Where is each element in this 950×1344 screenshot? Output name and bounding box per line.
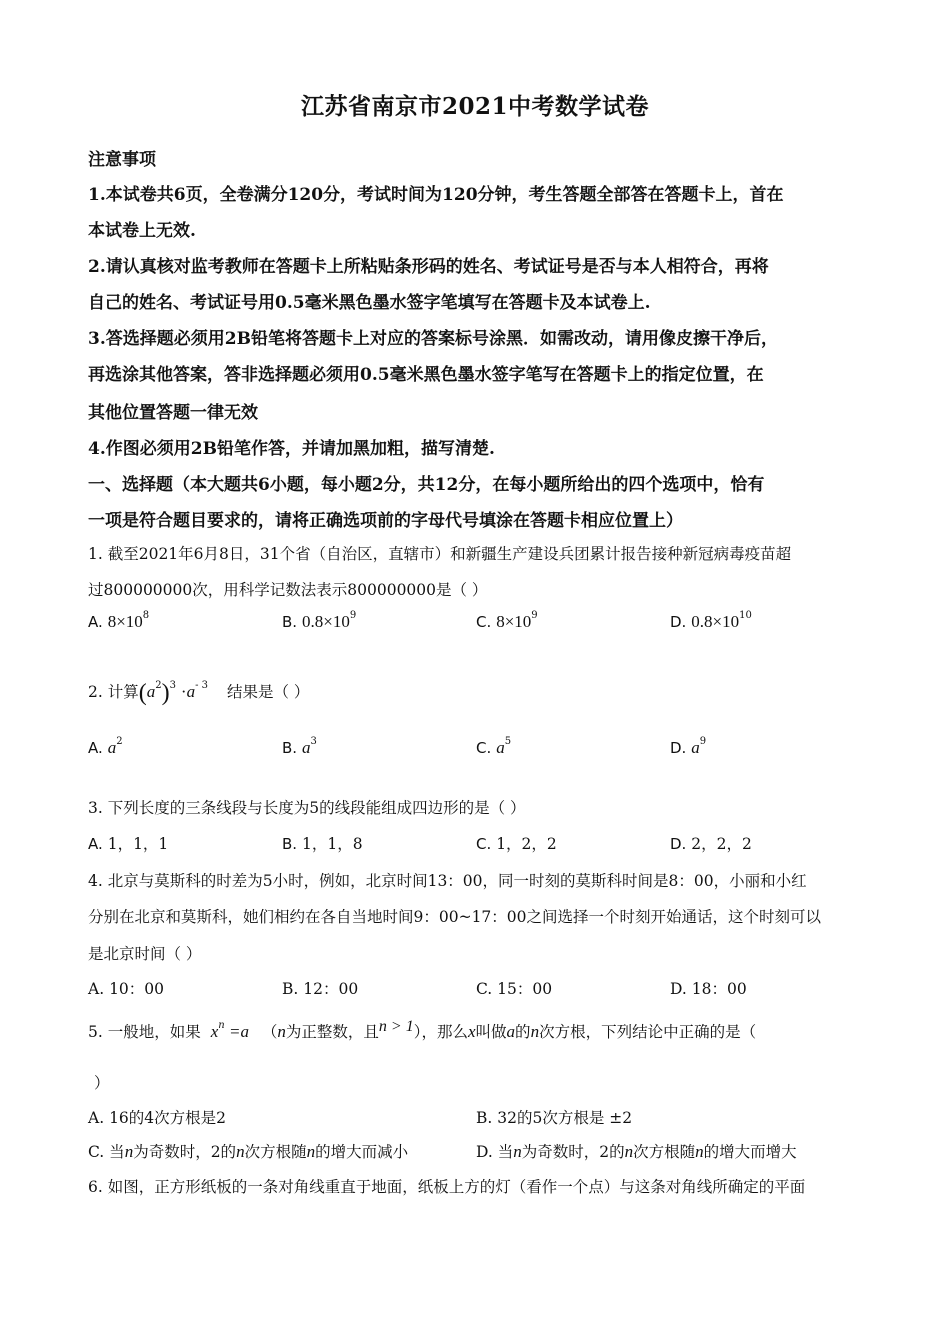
notice-line: 再选涂其他答案，答非选择题必须用0.5毫米黑色墨水签字笔写在答题卡上的指定位置，在 bbox=[88, 365, 764, 385]
question-1-stem: 1. 截至2021年6月8日，31个省（自治区，直辖市）和新疆生产建设兵团累计报告接种新冠病毒疫苗超 bbox=[88, 545, 792, 563]
question-4-stem: 是北京时间（ ） bbox=[88, 945, 202, 963]
q2-option-c: C. $a^5$ bbox=[476, 736, 512, 757]
q3-option-c: C. 1，2，2 bbox=[476, 835, 557, 853]
notice-line: 2.请认真核对监考教师在答题卡上所粘贴条形码的姓名、考试证号是否与本人相符合，再将 bbox=[88, 257, 769, 277]
q4-option-a: A. 10：00 bbox=[88, 980, 165, 998]
page-title: 江苏省南京市2021中考数学试卷 bbox=[300, 93, 649, 120]
question-4-stem: 分别在北京和莫斯科，她们相约在各自当地时间9：00~17：00之间选择一个时刻开始通话，这个时刻可以 bbox=[88, 908, 822, 926]
q3-option-b: B. 1，1，8 bbox=[282, 835, 363, 853]
notice-line: 1.本试卷共6页，全卷满分120分，考试时间为120分钟，考生答题全部答在答题卡上，首在 bbox=[88, 185, 784, 205]
question-3-stem: 3. 下列长度的三条线段与长度为5的线段能组成四边形的是（ ） bbox=[88, 799, 526, 817]
notice-line: 本试卷上无效. bbox=[88, 221, 196, 241]
q4-option-c: C. 15：00 bbox=[476, 980, 553, 998]
q2-option-a: A. $a^2$ bbox=[88, 736, 123, 757]
q1-option-c: C. $8\times 10^9$ bbox=[476, 610, 538, 631]
q5-option-b: B. 32的5次方根是 ±2 bbox=[476, 1109, 633, 1127]
q1-option-a: A. $8\times 10^8$ bbox=[88, 610, 150, 631]
question-5-stem-end: ） bbox=[94, 1074, 110, 1092]
q3-option-d: D. 2，2，2 bbox=[670, 835, 752, 853]
section-heading: 一、选择题（本大题共6小题，每小题2分，共12分，在每小题所给出的四个选项中，恰有 bbox=[88, 475, 765, 495]
question-1-stem: 过800000000次，用科学记数法表示800000000是（ ） bbox=[88, 581, 488, 599]
q1-option-b: B. $0.8\times 10^9$ bbox=[282, 610, 357, 631]
notice-line: 其他位置答题一律无效 bbox=[88, 403, 258, 423]
question-2-stem: 2. 计算$(a^2)^3 \cdot a^{- 3}$ 结果是（ ） bbox=[88, 680, 310, 706]
section-heading: 一项是符合题目要求的，请将正确选项前的字母代号填涂在答题卡相应位置上） bbox=[88, 511, 683, 531]
notice-line: 4.作图必须用2B铅笔作答，并请加黑加粗，描写清楚. bbox=[88, 439, 495, 459]
notice-line: 自己的姓名、考试证号用0.5毫米黑色墨水签字笔填写在答题卡及本试卷上. bbox=[88, 293, 651, 313]
question-6-stem: 6. 如图，正方形纸板的一条对角线重直于地面，纸板上方的灯（看作一个点）与这条对角线所确定的平面 bbox=[88, 1178, 806, 1196]
q2-option-d: D. $a^9$ bbox=[670, 736, 707, 757]
q5-option-c: C. 当n为奇数时，2的n次方根随n的增大而减小 bbox=[88, 1142, 409, 1161]
notice-line: 3.答选择题必须用2B铅笔将答题卡上对应的答案标号涂黑．如需改动，请用像皮擦干净后， bbox=[88, 329, 778, 349]
q5-option-a: A. 16的4次方根是2 bbox=[88, 1109, 227, 1127]
q2-option-b: B. $a^3$ bbox=[282, 736, 317, 757]
question-4-stem: 4. 北京与莫斯科的时差为5小时，例如，北京时间13：00，同一时刻的莫斯科时间是8：00，小丽和小红 bbox=[88, 872, 807, 890]
q4-option-b: B. 12：00 bbox=[282, 980, 359, 998]
q4-option-d: D. 18：00 bbox=[670, 980, 747, 998]
q1-option-d: D. $0.8\times 10^{10}$ bbox=[670, 610, 752, 631]
notice-heading: 注意事项 bbox=[88, 150, 156, 170]
q5-option-d: D. 当n为奇数时，2的n次方根随n的增大而增大 bbox=[476, 1142, 797, 1161]
question-5-stem: 5. 一般地，如果 $x^n =a$ （n为正整数，且$^{n > 1}$），那么x叫做a的n次方根，下列结论中正确的是（ bbox=[88, 1018, 757, 1041]
q3-option-a: A. 1，1，1 bbox=[88, 835, 169, 853]
